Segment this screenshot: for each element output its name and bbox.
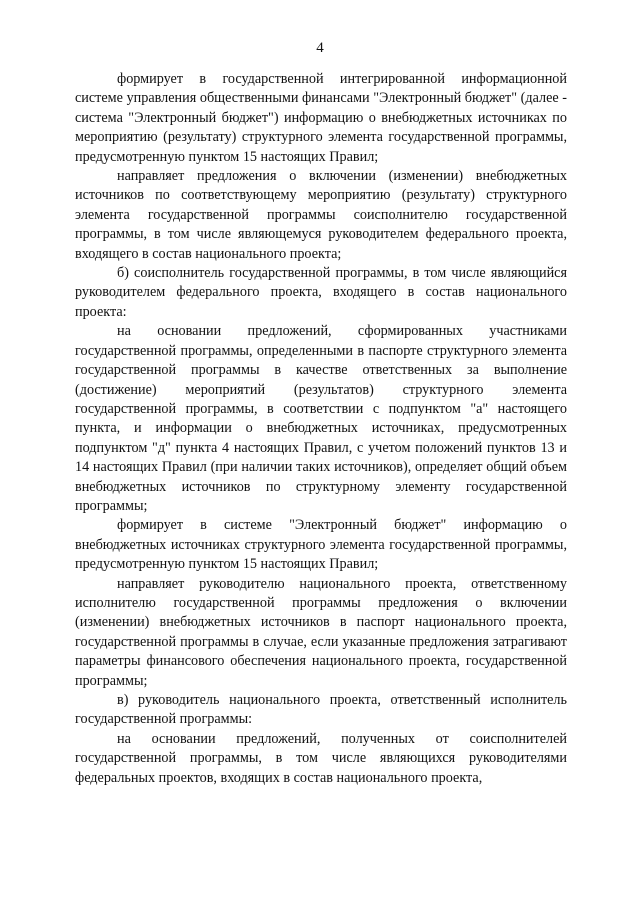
paragraph: направляет руководителю национального проекта, ответственному исполнителю государственной программы предложения о включении (изменении) внебюджетных источников в паспорт национального проекта, государственной программы в случае, если указанные предложения затрагивают параметры финансового обеспечения национального проекта, государственной программы; xyxy=(75,575,567,689)
body-text xyxy=(75,70,567,788)
paragraph: б) соисполнитель государственной программы, в том числе являющийся руководителем федерального проекта, входящего в состав национального проекта: xyxy=(75,265,567,320)
paragraph: формирует в государственной интегрированной информационной системе управления общественными финансами "Электронный бюджет" (далее - система "Электронный бюджет") информацию о внебюджетных источниках по мероприятию (результату) структурного элемента государственной программы, предусмотренную пунктом 15 настоящих Правил; xyxy=(75,71,567,165)
paragraph: направляет предложения о включении (изменении) внебюджетных источников по соответствующему мероприятию (результату) структурного элемента государственной программы соисполнителю государственной программы, в том числе являющемуся руководителем федерального проекта, входящего в состав национального проекта; xyxy=(75,168,567,262)
paragraph: на основании предложений, полученных от соисполнителей государственной программы, в том числе являющихся руководителями федеральных проектов, входящих в состав национального проекта, xyxy=(75,730,567,786)
paragraph: формирует в системе "Электронный бюджет" информацию о внебюджетных источниках структурного элемента государственной программы, предусмотренную пунктом 15 настоящих Правил; xyxy=(75,517,567,573)
paragraph: в) руководитель национального проекта, ответственный исполнитель государственной программы: xyxy=(75,692,567,728)
page-number: 4 xyxy=(316,40,324,56)
paragraph: на основании предложений, сформированных участниками государственной программы, определенными в паспорте структурного элемента государственной программы в качестве ответственных за выполнение (достижение) мероприятий (результатов) структурного элемента государственной программы, в соответствии с подпунктом "а" настоящего пункта, и информации о внебюджетных источниках, предусмотренных подпунктом "д" пункта 4 настоящих Правил, с учетом положений пунктов 13 и 14 настоящих Правил (при наличии таких источников), определяет общий объем внебюджетных источников по структурному элементу государственной программы; xyxy=(75,323,567,514)
